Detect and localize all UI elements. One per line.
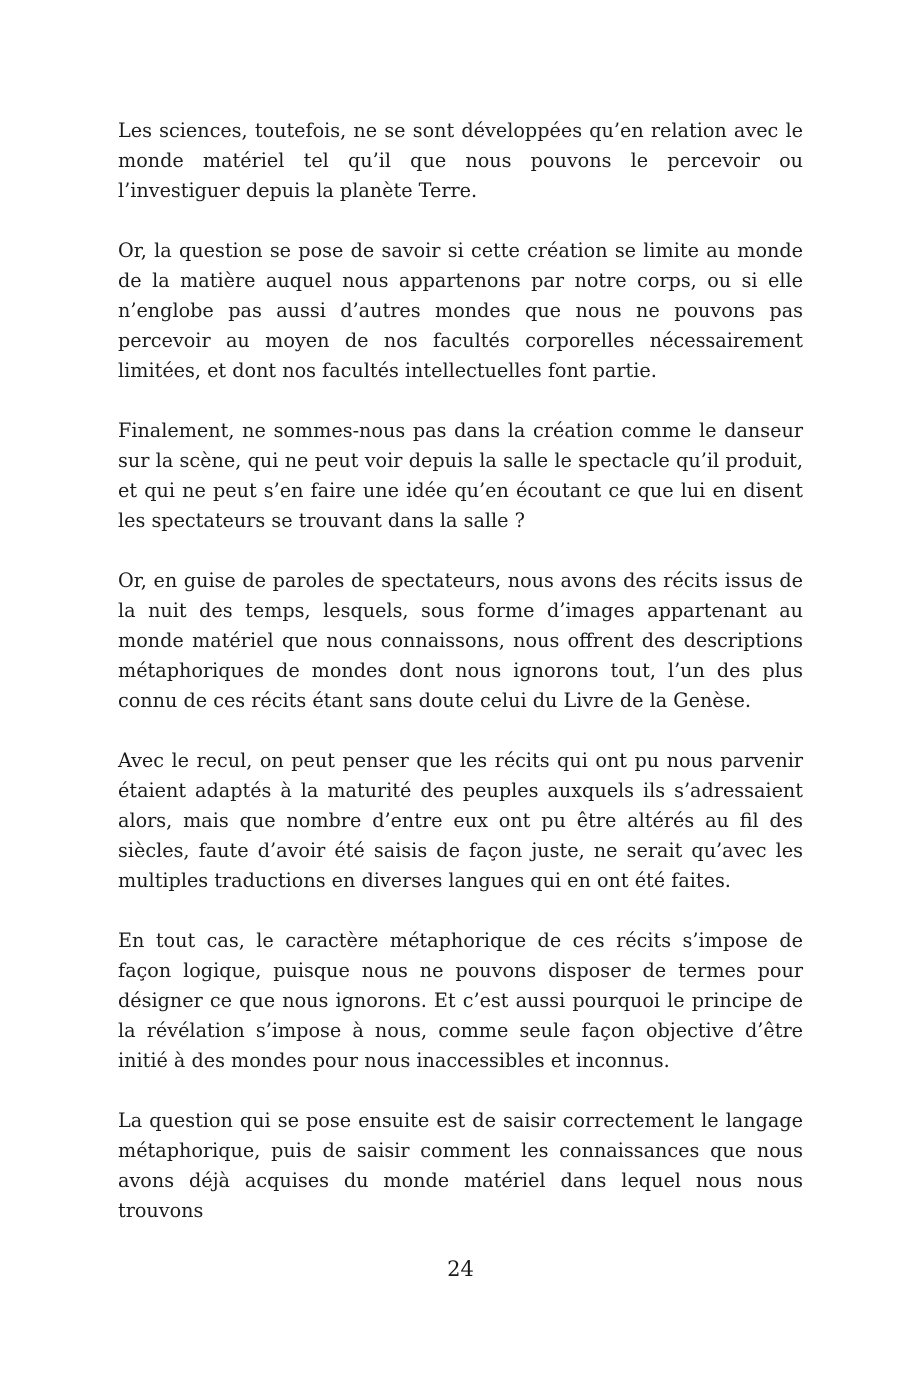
paragraph: Les sciences, toutefois, ne se sont développées qu’en relation avec le monde matériel tel qu’il que nous pouvons le percevoir ou l’investiguer depuis la planète Terre. bbox=[118, 119, 803, 202]
paragraph: Avec le recul, on peut penser que les récits qui ont pu nous parvenir étaient adaptés à la maturité des peuples auxquels ils s’adressaient alors, mais que nombre d’entre eux ont pu être altérés au fil des siècles, faute d’avoir été saisis de façon juste, ne serait qu’avec les multiples traductions en diverses langues qui en ont été faites. bbox=[118, 749, 803, 892]
paragraph: Finalement, ne sommes-nous pas dans la création comme le danseur sur la scène, qui ne peut voir depuis la salle le spectacle qu’il produit, et qui ne peut s’en faire une idée qu’en écoutant ce que lui en disent les spectateurs se trouvant dans la salle ? bbox=[118, 419, 803, 532]
paragraph: Or, la question se pose de savoir si cette création se limite au monde de la matière auquel nous appartenons par notre corps, ou si elle n’englobe pas aussi d’autres mondes que nous ne pouvons pas percevoir au moyen de nos facultés corporelles nécessairement limitées, et dont nos facultés intellectuelles font partie. bbox=[118, 239, 803, 382]
paragraph-continued: La question qui se pose ensuite est de saisir correctement le langage métaphorique, puis de saisir comment les connaissances que nous avons déjà acquises du monde matériel dans lequel nous nous trouvons bbox=[118, 1109, 803, 1222]
paragraph: En tout cas, le caractère métaphorique de ces récits s’impose de façon logique, puisque nous ne pouvons disposer de termes pour désigner ce que nous ignorons. Et c’est aussi pourquoi le principe de la révélation s’impose à nous, comme seule façon objective d’être initié à des mondes pour nous inaccessibles et inconnus. bbox=[118, 929, 803, 1072]
paragraph: Or, en guise de paroles de spectateurs, nous avons des récits issus de la nuit des temps, lesquels, sous forme d’images appartenant au monde matériel que nous connaissons, nous offrent des descriptions métaphoriques de mondes dont nous ignorons tout, l’un des plus connu de ces récits étant sans doute celui du Livre de la Genèse. bbox=[118, 569, 803, 712]
body-text bbox=[118, 116, 803, 1226]
page-number: 24 bbox=[447, 1257, 474, 1281]
